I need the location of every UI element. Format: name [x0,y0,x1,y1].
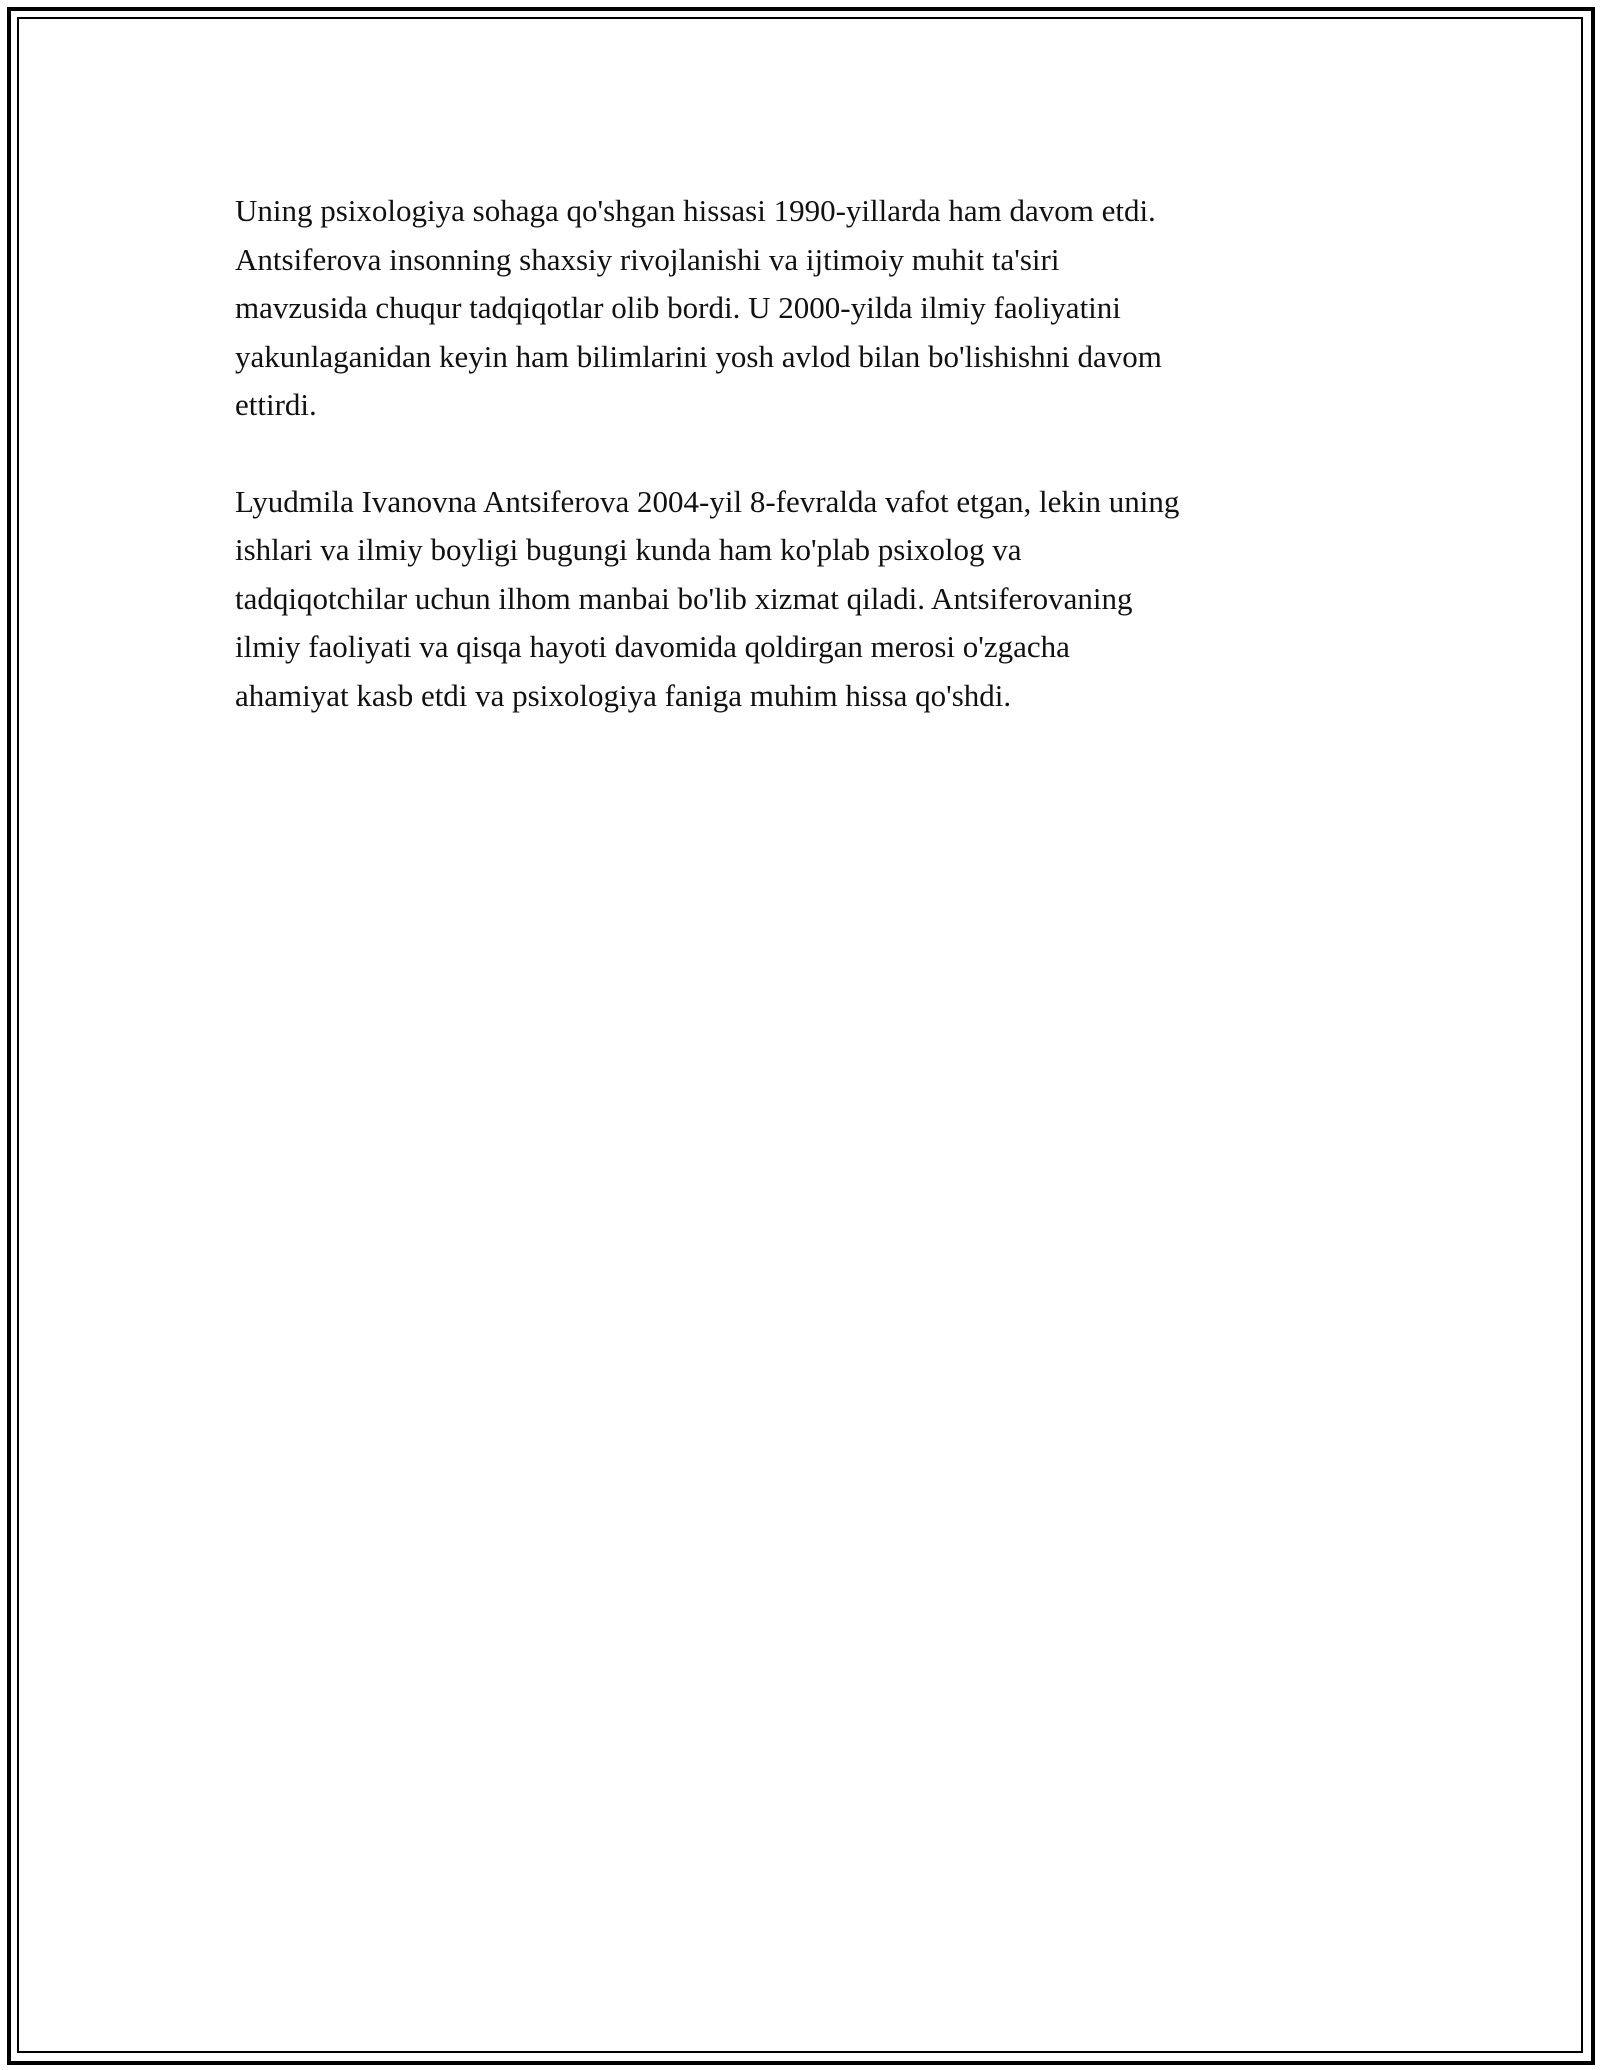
paragraph-line: mavzusida chuqur tadqiqotlar olib bordi. U 2000-yilda ilmiy faoliyatini [235,290,1121,325]
paragraph-line: yakunlaganidan keyin ham bilimlarini yosh avlod bilan bo'lishishni davom [235,338,1162,374]
paragraph-line: tadqiqotchilar uchun ilhom manbai bo'lib xizmat qiladi. Antsiferovaning [235,580,1133,616]
paragraph-line: ishlari va ilmiy boyligi bugungi kunda ham ko'plab psixolog va [235,532,1022,567]
paragraph-1 [235,187,1375,430]
document-body [235,187,1375,768]
paragraph-line: ilmiy faoliyati va qisqa hayoti davomida qoldirgan merosi o'zgacha [235,629,1070,664]
paragraph-line: Lyudmila Ivanovna Antsiferova 2004-yil 8-fevralda vafot etgan, lekin uning [235,483,1180,519]
paragraph-line: ahamiyat kasb etdi va psixologiya faniga muhim hissa qo'shdi. [235,677,1012,713]
paragraph-line: Antsiferova insonning shaxsiy rivojlanishi va ijtimoiy muhit ta'siri [235,241,1060,277]
paragraph-2 [235,478,1375,721]
paragraph-line: ettirdi. [235,387,317,422]
paragraph-line: Uning psixologiya sohaga qo'shgan hissasi 1990-yillarda ham davom etdi. [235,193,1156,228]
